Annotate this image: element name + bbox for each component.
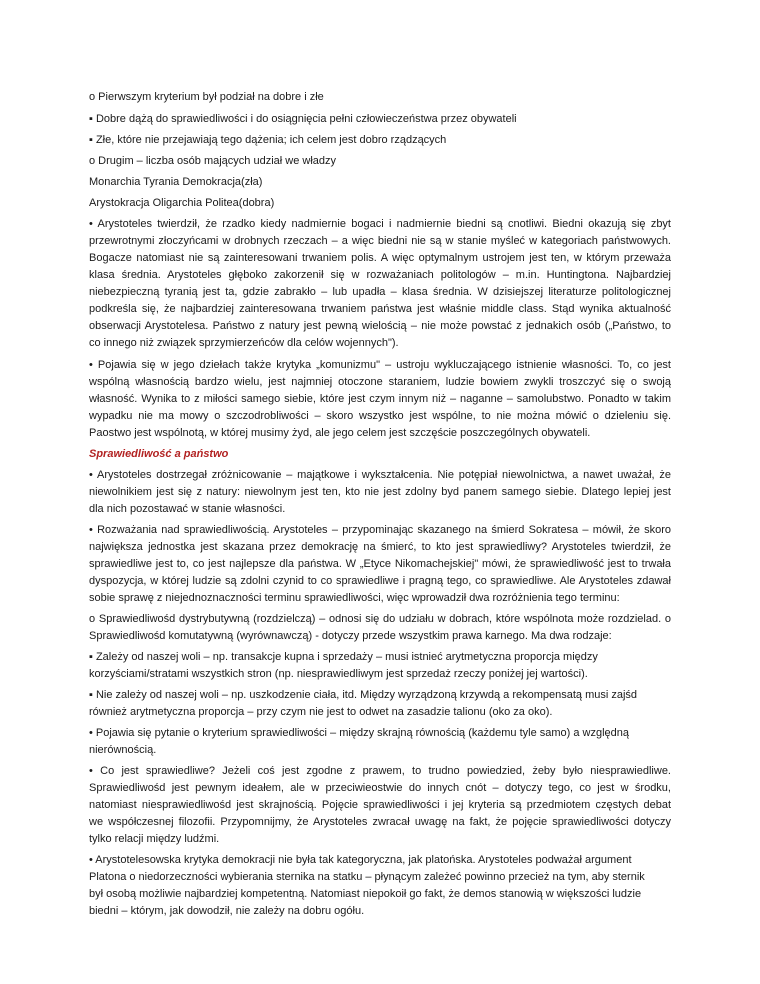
text-line: Paostwo jest wspólnotą, w której musimy żyd, ale jego celem jest szczęście poszczególnych obywateli. — [89, 427, 591, 439]
text-line: przewrotnymi złoczyńcami w drobnych rzeczach – a więc biedni nie są w stanie myśleć w kategoriach państwowych. — [89, 235, 671, 247]
text-line: natomiast niesprawiedliwośd jest skrajnością. Pojęcie sprawiedliwości i jej kryteria są przedmiotem częstych debat — [89, 799, 671, 811]
text-line: sprawiedliwe jest to, co jest najlepsze dla państwa. W „Etyce Nikomachejskiej" mówi, że sprawiedliwość jest to trwała — [89, 558, 671, 570]
text-line: obserwacji Arystotelesa. Państwo z natury jest pewną wielością – nie może powstać z jednakich osób („Państwo, to — [89, 320, 671, 332]
text-line: Platona o niedorzeczności wybierania sternika na statku – płynącym zależeć powinno przecież na tym, aby sternik — [89, 871, 645, 883]
text-line: co innego niż związek sprzymierzeńców dla celów wojennych"). — [89, 337, 399, 349]
good-systems-line: Arystokracja Oligarchia Politea(dobra) — [89, 197, 275, 209]
text-line: Bogacze natomiast nie są zainteresowani trwaniem polis. A więc optymalnym ustrojem jest ten, w którym przeważa — [89, 252, 671, 264]
text-line: Sprawiedliwośd komutatywną (wyrównawczą) - dotyczy przede wszystkim prawa karnego. Ma dwa rodzaje: — [89, 630, 612, 642]
text-line: nierównością. — [89, 744, 157, 756]
text-line: ▪ Nie zależy od naszej woli – np. uszkodzenie ciała, itd. Między wyrządzoną krzywdą a rekompensatą musi zajśd — [89, 689, 638, 701]
text-line: • Rozważania nad sprawiedliwością. Arystoteles – przypominając skazanego na śmierd Sokratesa – mówił, że skoro — [89, 524, 671, 536]
text-line: • Arystoteles twierdził, że rzadko kiedy nadmiernie bogaci i nadmiernie biedni są cnotliwi. Biedni okazują się zbyt — [89, 218, 671, 230]
text-line: • Co jest sprawiedliwe? Jeżeli coś jest zgodne z prawem, to trudno powiedzied, żeby było niesprawiedliwe. — [89, 765, 671, 777]
text-line: dyspozycja, w której ludzie są zdolni czynid to co sprawiedliwe i pragną tego, co sprawiedliwe. Ale Arystoteles zdawał — [89, 575, 671, 587]
good-forms-line: ▪ Dobre dążą do sprawiedliwości i do osiągnięcia pełni człowieczeństwa przez obywateli — [89, 113, 517, 125]
text-line: ▪ Zależy od naszej woli – np. transakcje kupna i sprzedaży – musi istnieć arytmetyczna proporcja między — [89, 651, 598, 663]
text-line: Sprawiedliwośd jest pewnym ideałem, ale w przeciwieostwie do innych cnót – dotyczy tego, co jest w środku, — [89, 782, 671, 794]
text-line: we współczesnej filozofii. Przypomnijmy, że Arystoteles zwracał uwagę na fakt, że pojęcie sprawiedliwości dotyczy — [89, 816, 671, 828]
text-line: niebezpieczną tyranią jest ta, gdzie zabrakło – lub upadła – klasa średnia. W dzisiejszej literaturze politologicznej — [89, 286, 671, 298]
text-line: • Pojawia się w jego dziełach także krytyka „komunizmu" – ustroju wykluczającego istnienie własności. To, co jest — [89, 359, 671, 371]
text-line: tylko relacji między ludźmi. — [89, 833, 220, 845]
text-line: klasa średnia. Arystoteles głęboko zakorzenił się w rozważaniach politologów – m.in. Huntingtona. Najbardziej — [89, 269, 671, 281]
text-line: korzyściami/stratami wszystkich stron (np. niesprawiedliwym jest sprzedaż rzeczy poniżej jej wartości). — [89, 668, 588, 680]
text-line: własność. Wynika to z miłości samego siebie, które jest czym innym niż – naganne – samolubstwo. Ponadto w takim — [89, 393, 671, 405]
text-line: o Sprawiedliwośd dystrybutywną (rozdzielczą) – odnosi się do udziału w dobrach, które wspólnota może rozdzielad. o — [89, 613, 671, 625]
text-line: również arytmetyczna proporcja – przy czym nie jest to odwet na zasadzie talionu (oko za oko). — [89, 706, 553, 718]
text-line: • Pojawia się pytanie o kryterium sprawiedliwości – między skrajną równością (każdemu tyle samo) a względną — [89, 727, 630, 739]
text-line: niewolnikiem jest się z natury: niewolnym jest ten, kto nie jest zdolny byd panem samego siebie. Dlatego lepiej jest — [89, 486, 671, 498]
text-line: wypadku nie ma mowy o szczodrobliwości – skoro wszystko jest wspólne, to nie można mówić o dzieleniu się. — [89, 410, 671, 422]
text-line: był osobą możliwie najbardziej kompetentną. Natomiast niepokoił go fakt, że demos stanowią w większości ludzie — [89, 888, 642, 900]
text-line: sobie sprawę z niejednoznaczności terminu sprawiedliwości, więc wprowadził dwa rozróżnienia tego terminu: — [89, 592, 620, 604]
criterion-1-line: o Pierwszym kryterium był podział na dobre i złe — [89, 91, 324, 103]
text-line: biedni – którym, jak dowodził, nie zależy na dobru ogółu. — [89, 905, 365, 917]
text-line: podkreśla się, że najbardziej zainteresowana trwaniem państwa jest właśnie middle class. Stąd wynika aktualność — [89, 303, 671, 315]
bad-forms-line: ▪ Złe, które nie przejawiają tego dążenia; ich celem jest dobro rządzących — [89, 134, 447, 146]
text-line: dla nich pozostawać w stanie własności. — [89, 503, 286, 515]
text-line: wspólną własnością bardzo wielu, jest najmniej otoczone staraniem, ludzie bowiem zwykli troszczyć się o swoją — [89, 376, 671, 388]
text-line: • Arystoteles dostrzegał zróżnicowanie – majątkowe i wykształcenia. Nie potępiał niewolnictwa, a nawet uważał, że — [89, 469, 671, 481]
criterion-2-line: o Drugim – liczba osób mających udział we władzy — [89, 155, 336, 167]
section-heading: Sprawiedliwość a państwo — [89, 448, 229, 460]
text-line: • Arystotelesowska krytyka demokracji nie była tak kategoryczna, jak platońska. Arystoteles podważał argument — [89, 854, 632, 866]
text-line: największa jednostka jest skazana przez demokrację na śmierć, to kto jest sprawiedliwy? Arystoteles twierdził, że — [89, 541, 671, 553]
bad-systems-line: Monarchia Tyrania Demokracja(zła) — [89, 176, 263, 188]
